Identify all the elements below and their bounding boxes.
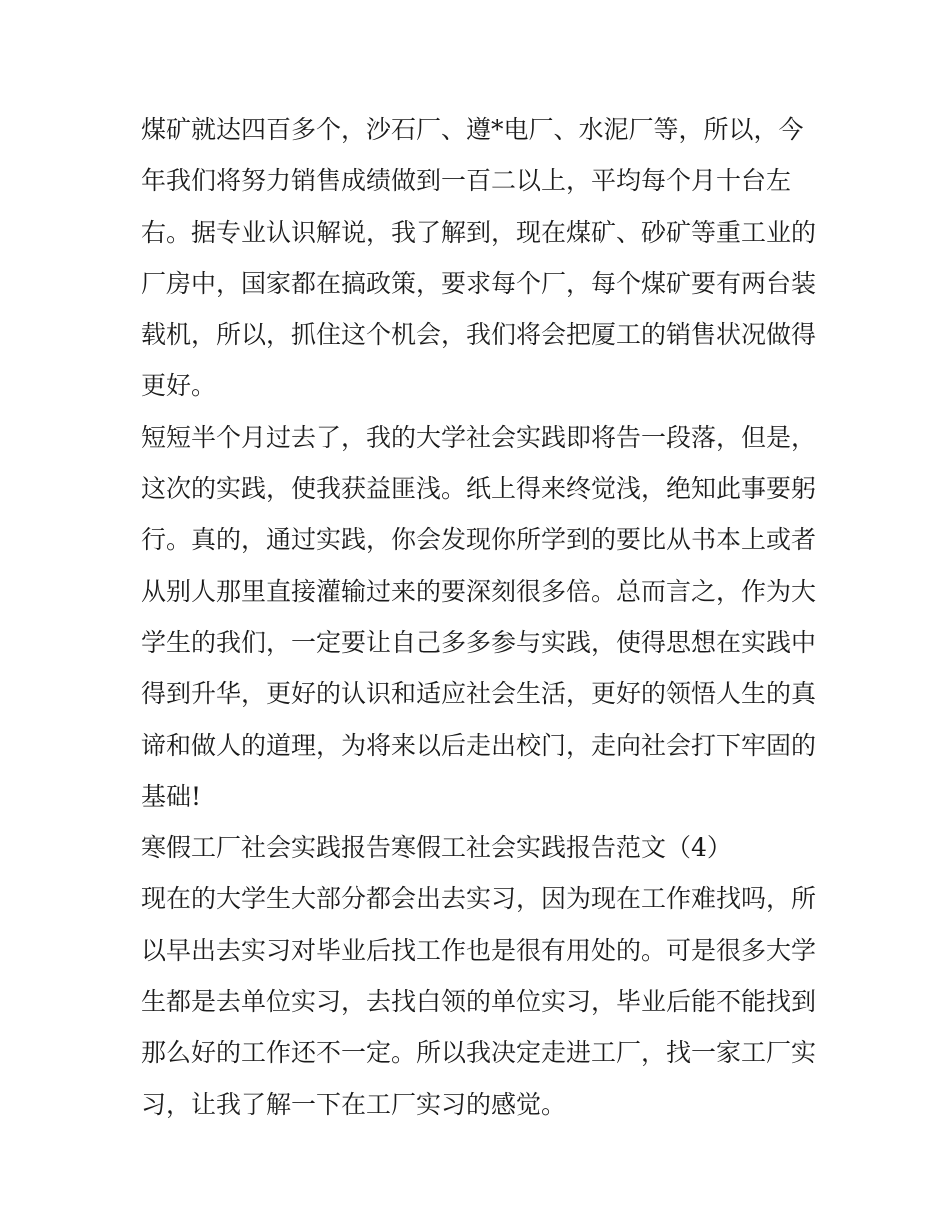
text-line: 谛和做人的道理，为将来以后走出校门，走向社会打下牢固的 bbox=[141, 730, 817, 760]
text-line: 更好。 bbox=[141, 371, 217, 401]
text-line: 载机，所以，抓住这个机会，我们将会把厦工的销售状况做得 bbox=[141, 320, 817, 350]
text-line: 现在的大学生大部分都会出去实习，因为现在工作难找吗，所 bbox=[141, 884, 817, 914]
text-line: 得到升华，更好的认识和适应社会生活，更好的领悟人生的真 bbox=[141, 679, 817, 709]
text-line: 学生的我们，一定要让自己多多参与实践，使得思想在实践中 bbox=[141, 627, 817, 657]
section-heading: 寒假工厂社会实践报告寒假工社会实践报告范文（4） bbox=[141, 833, 732, 863]
text-line: 那么好的工作还不一定。所以我决定走进工厂，找一家工厂实 bbox=[141, 1038, 817, 1068]
text-line: 这次的实践，使我获益匪浅。纸上得来终觉浅，绝知此事要躬 bbox=[141, 474, 817, 504]
text-line: 从别人那里直接灌输过来的要深刻很多倍。总而言之，作为大 bbox=[141, 576, 817, 606]
body-text bbox=[141, 104, 821, 1130]
text-line: 煤矿就达四百多个，沙石厂、遵*电厂、水泥厂等，所以，今 bbox=[141, 115, 804, 144]
text-line: 年我们将努力销售成绩做到一百二以上，平均每个月十台左 bbox=[141, 166, 792, 196]
text-line: 基础! bbox=[141, 781, 202, 811]
text-line: 习，让我了解一下在工厂实习的感觉。 bbox=[141, 1089, 567, 1119]
text-line: 生都是去单位实习，去找白领的单位实习，毕业后能不能找到 bbox=[141, 987, 817, 1017]
text-line: 行。真的，通过实践，你会发现你所学到的要比从书本上或者 bbox=[141, 525, 817, 555]
text-line: 厂房中，国家都在搞政策，要求每个厂，每个煤矿要有两台装 bbox=[141, 268, 817, 298]
text-line: 以早出去实习对毕业后找工作也是很有用处的。可是很多大学 bbox=[141, 935, 817, 965]
text-line: 右。据专业认识解说，我了解到，现在煤矿、砂矿等重工业的 bbox=[141, 217, 817, 247]
text-line: 短短半个月过去了，我的大学社会实践即将告一段落，但是， bbox=[141, 422, 817, 452]
